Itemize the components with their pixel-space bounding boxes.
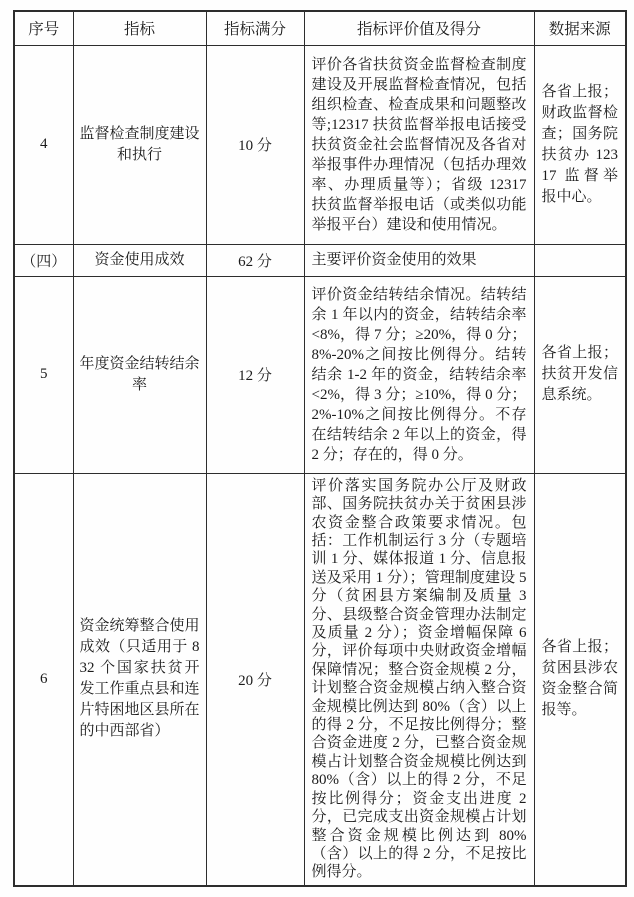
header-indicator: 指标 <box>73 11 206 45</box>
table-row <box>14 276 626 473</box>
cell-indicator: 年度资金结转结余率 <box>73 276 206 473</box>
cell-indicator: 资金统筹整合使用成效（只适用于 832 个国家扶贫开发工作重点县和连片特困地区县所在的中西部省） <box>73 473 206 886</box>
cell-indicator: 监督检查制度建设和执行 <box>73 45 206 244</box>
cell-data-source: 各省上报；贫困县涉农资金整合简报等。 <box>534 473 626 886</box>
cell-evaluation: 评价各省扶贫资金监督检查制度建设及开展监督检查情况，包括组织检查、检查成果和问题整改等;12317 扶贫监督举报电话接受扶贫资金社会监督情况及各省对举报事件办理情况（包括办理效率、办理质量等）；省级 12317 扶贫监督举报电话（或类似功能举报平台）建设和使用情况。 <box>304 45 534 244</box>
evaluation-indicator-table <box>13 10 627 887</box>
table-row <box>14 473 626 886</box>
cell-evaluation: 评价资金结转结余情况。结转结余 1 年以内的资金，结转结余率<8%，得 7 分；≥20%，得 0 分；8%-20%之间按比例得分。结转结余 1-2 年的资金，结转结余率<2%，得 3 分；≥10%，得 0 分；2%-10%之间按比例得分。不存在结转结余 2 年以上的资金，得 2 分；存在的，得 0 分。 <box>304 276 534 473</box>
cell-max-score: 62 分 <box>206 244 304 276</box>
header-evaluation: 指标评价值及得分 <box>304 11 534 45</box>
table-row <box>14 244 626 276</box>
cell-max-score: 20 分 <box>206 473 304 886</box>
header-max-score: 指标满分 <box>206 11 304 45</box>
cell-seq: 5 <box>14 276 73 473</box>
cell-data-source: 各省上报；扶贫开发信息系统。 <box>534 276 626 473</box>
cell-indicator: 资金使用成效 <box>73 244 206 276</box>
cell-evaluation: 主要评价资金使用的效果 <box>304 244 534 276</box>
cell-max-score: 12 分 <box>206 276 304 473</box>
table-row <box>14 45 626 244</box>
cell-seq: 4 <box>14 45 73 244</box>
header-data-source: 数据来源 <box>534 11 626 45</box>
cell-evaluation: 评价落实国务院办公厅及财政部、国务院扶贫办关于贫困县涉农资金整合政策要求情况。包括：工作机制运行 3 分（专题培训 1 分、媒体报道 1 分、信息报送及采用 1 分）；管理制度建设 5 分（贫困县方案编制及质量 3 分、县级整合资金管理办法制定及质量 2 分）；资金增幅保障 6 分，评价每项中央财政资金增幅保障情况；整合资金规模 2 分，计划整合资金规模占纳入整合资金规模比例达到 80%（含）以上的得 2 分，不足按比例得分；整合资金进度 2 分，已整合资金规模占计划整合资金规模比例达到 80%（含）以上的得 2 分，不足按比例得分；资金支出进度 2 分，已完成支出资金规模占计划整合资金规模比例达到 80%（含）以上的得 2 分，不足按比例得分。 <box>304 473 534 886</box>
cell-seq: （四） <box>14 244 73 276</box>
header-seq: 序号 <box>14 11 73 45</box>
cell-data-source <box>534 244 626 276</box>
cell-seq: 6 <box>14 473 73 886</box>
table-header-row <box>14 11 626 45</box>
cell-data-source: 各省上报；财政监督检查；国务院扶贫办 12317 监督举报中心。 <box>534 45 626 244</box>
cell-max-score: 10 分 <box>206 45 304 244</box>
